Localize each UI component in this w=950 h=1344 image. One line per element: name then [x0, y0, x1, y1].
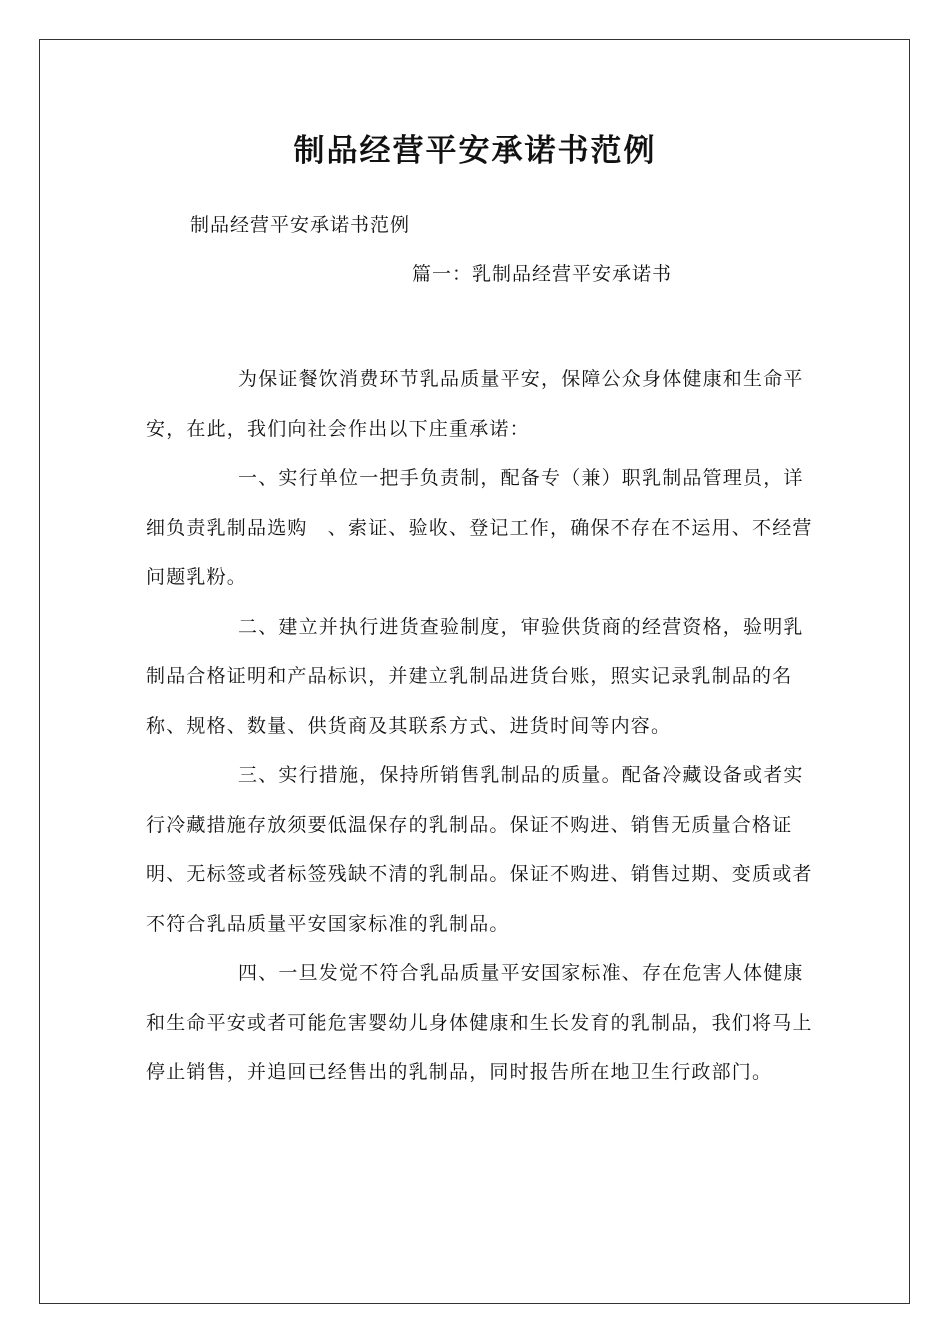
section-heading: 篇一：乳制品经营平安承诺书 — [412, 263, 673, 285]
document-body — [146, 355, 814, 1098]
paragraph-intro: 为保证餐饮消费环节乳品质量平安，保障公众身体健康和生命平安，在此，我们向社会作出以下庄重承诺： — [146, 368, 804, 440]
paragraph-item-3: 三、实行措施，保持所销售乳制品的质量。配备冷藏设备或者实行冷藏措施存放须要低温保存的乳制品。保证不购进、销售无质量合格证明、无标签或者标签残缺不清的乳制品。保证不购进、销售过期、变质或者不符合乳品质量平安国家标准的乳制品。 — [146, 764, 813, 935]
paragraph-item-1: 一、实行单位一把手负责制，配备专（兼）职乳制品管理员，详细负责乳制品选购 、索证、验收、登记工作，确保不存在不运用、不经营问题乳粉。 — [146, 467, 813, 588]
paragraph-item-4: 四、一旦发觉不符合乳品质量平安国家标准、存在危害人体健康和生命平安或者可能危害婴幼儿身体健康和生长发育的乳制品，我们将马上停止销售，并追回已经售出的乳制品，同时报告所在地卫生行政部门。 — [146, 962, 813, 1083]
document-subtitle: 制品经营平安承诺书范例 — [190, 214, 411, 236]
document-title: 制品经营平安承诺书范例 — [293, 133, 657, 169]
paragraph-item-2: 二、建立并执行进货查验制度，审验供货商的经营资格，验明乳制品合格证明和产品标识，并建立乳制品进货台账，照实记录乳制品的名称、规格、数量、供货商及其联系方式、进货时间等内容。 — [146, 615, 804, 737]
